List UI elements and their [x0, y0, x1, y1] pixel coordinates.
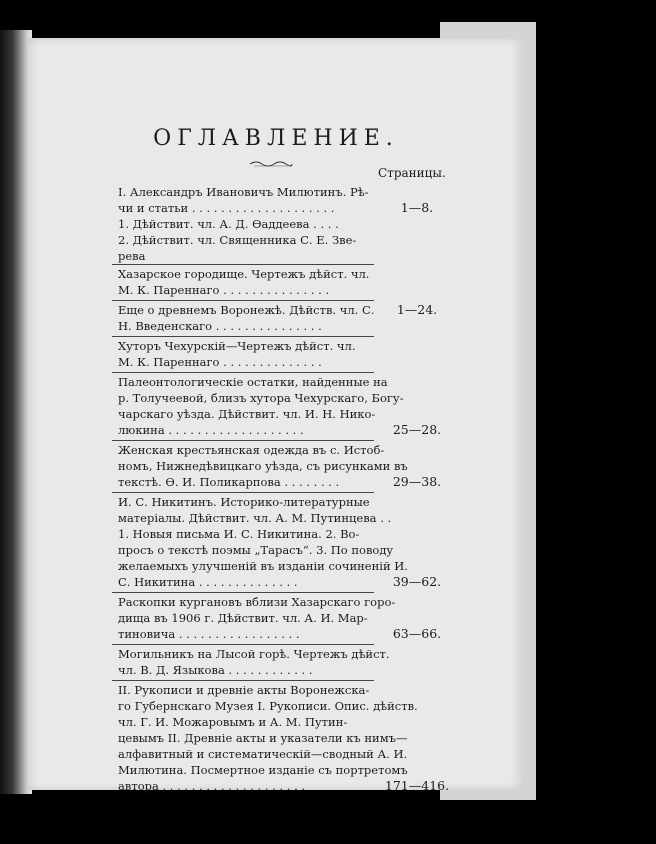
toc-entry: [118, 646, 390, 678]
toc-entry: [118, 266, 368, 298]
entry-divider: [112, 592, 374, 593]
toc-entry-line: 1. Новыя письма И. С. Никитина. 2. Во-: [118, 527, 360, 541]
toc-entry-line: М. К. Пареннаго . . . . . . . . . . . . . .: [118, 355, 322, 369]
toc-entry-line: чи и статьи . . . . . . . . . . . . . . . . . . . .: [118, 201, 335, 215]
toc-entry-line: р. Толучеевой, близъ хутора Чехурскаго, Богу-: [118, 391, 404, 405]
toc-entry: [118, 494, 408, 590]
toc-entry: [118, 184, 368, 264]
toc-entry-line: матеріалы. Дѣйствит. чл. А. М. Путинцева . .: [118, 511, 392, 525]
toc-entry-line: алфавитный и систематическій—сводный А. И.: [118, 747, 408, 761]
page-title: ОГЛАВЛЕНИЕ.: [153, 126, 399, 151]
toc-entry-line: текстѣ. Ѳ. И. Поликарпова . . . . . . . .: [118, 475, 340, 489]
toc-entry-line: II. Рукописи и древніе акты Воронежска-: [118, 683, 370, 697]
entry-divider: [112, 300, 374, 301]
entry-divider: [112, 644, 374, 645]
toc-entry: [118, 594, 396, 642]
toc-entry: [118, 442, 408, 490]
toc-entry-line: I. Александръ Ивановичъ Милютинъ. Рѣ-: [118, 185, 369, 199]
toc-page-range: 171—416.: [384, 778, 450, 793]
toc-entry-line: номъ, Нижнедѣвицкаго уѣзда, съ рисунками въ: [118, 459, 408, 473]
toc-entry-line: Женская крестьянская одежда въ с. Истоб-: [118, 443, 385, 457]
toc-entry-line: люкина . . . . . . . . . . . . . . . . . . .: [118, 423, 304, 437]
entry-divider: [112, 336, 374, 337]
toc-entry-line: чл. В. Д. Языкова . . . . . . . . . . . .: [118, 663, 313, 677]
toc-page-range: 63—66.: [392, 626, 442, 641]
title-ornament: [248, 160, 294, 168]
toc-entry-line: рева: [118, 249, 146, 263]
toc-page-range: 1—8.: [400, 200, 434, 215]
toc-entry-line: С. Никитина . . . . . . . . . . . . . .: [118, 575, 298, 589]
toc-entry: [118, 302, 375, 334]
toc-entry: [118, 374, 404, 438]
toc-entry-line: 2. Дѣйствит. чл. Священника С. Е. Зве-: [118, 233, 357, 247]
toc-entry-line: 1. Дѣйствит. чл. А. Д. Ѳаддеева . . . .: [118, 217, 339, 231]
toc-entry-line: И. С. Никитинъ. Историко-литературные: [118, 495, 370, 509]
toc-entry-line: го Губернскаго Музея I. Рукописи. Опис. дѣйств.: [118, 699, 418, 713]
book-page: [28, 38, 524, 793]
toc-entry-line: М. К. Пареннаго . . . . . . . . . . . . . . .: [118, 283, 330, 297]
toc-entry-line: Могильникъ на Лысой горѣ. Чертежъ дѣйст.: [118, 647, 390, 661]
toc-entry-line: Еще о древнемъ Воронежѣ. Дѣйств. чл. С.: [118, 303, 375, 317]
toc-page-range: 1—24.: [396, 302, 438, 317]
toc-page-range: 25—28.: [392, 422, 442, 437]
entry-divider: [112, 372, 374, 373]
toc-page-range: 29—38.: [392, 474, 442, 489]
toc-entry-line: дища въ 1906 г. Дѣйствит. чл. А. И. Мар-: [118, 611, 368, 625]
toc-entry-line: Н. Введенскаго . . . . . . . . . . . . . . .: [118, 319, 322, 333]
toc-entry-line: Палеонтологическіе остатки, найденные на: [118, 375, 388, 389]
toc-entry: [118, 338, 368, 370]
toc-entry-line: автора . . . . . . . . . . . . . . . . . . . .: [118, 779, 306, 793]
toc-entry-line: Хуторъ Чехурскій—Чертежъ дѣйст. чл.: [118, 339, 356, 353]
toc-entry-line: желаемыхъ улучшеній въ изданіи сочиненій И.: [118, 559, 408, 573]
entry-divider: [112, 264, 374, 265]
toc-entry-line: цевымъ II. Древніе акты и указатели къ нимъ—: [118, 731, 408, 745]
toc-entry-line: Раскопки кургановъ вблизи Хазарскаго горо-: [118, 595, 396, 609]
toc-entry-line: чарскаго уѣзда. Дѣйствит. чл. И. Н. Нико-: [118, 407, 376, 421]
toc-entry-line: просъ о текстѣ поэмы „Тарасъ“. 3. По поводу: [118, 543, 394, 557]
toc-entry-line: Милютина. Посмертное изданіе съ портретомъ: [118, 763, 408, 777]
toc-entry-line: тиновича . . . . . . . . . . . . . . . . .: [118, 627, 300, 641]
toc-entry-line: чл. Г. И. Можаровымъ и А. М. Путин-: [118, 715, 348, 729]
pages-column-header: Страницы.: [378, 166, 446, 180]
entry-divider: [112, 680, 374, 681]
entry-divider: [112, 492, 374, 493]
toc-entry-line: Хазарское городище. Чертежъ дѣйст. чл.: [118, 267, 370, 281]
toc-page-range: 39—62.: [392, 574, 442, 589]
entry-divider: [112, 440, 374, 441]
